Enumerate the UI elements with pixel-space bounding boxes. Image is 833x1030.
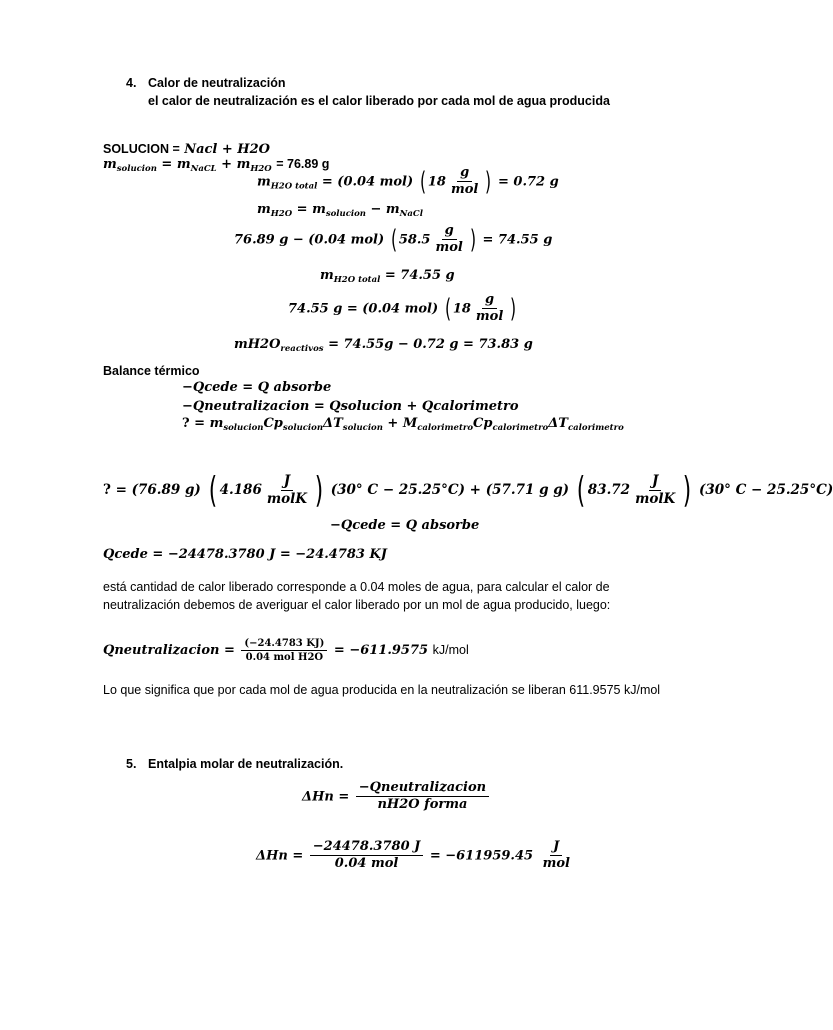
mass-check-equation: 74.55 g = (0.04 mol) ( 18 $\frac{g}{\text{mol}}$ ) [288, 292, 517, 325]
section-4-definition: el calor de neutralización es el calor liberado por cada mol de agua producida [148, 94, 610, 108]
msolucion-value: = 76.89 g [276, 157, 330, 171]
balance-eq-3: ? = $m_{solucion}Cp_{solucion}\Delta T_{solucion} + M_{calorimetro}Cp_{calorimetro}\Delta T_{calorimetro}$ [182, 416, 624, 433]
balance-eq-1: −Qcede = Q absorbe [182, 380, 332, 395]
qneutralizacion-equation: Qneutralizacion = $\frac{(-24.4783 KJ)}{\text{0.04 mol H2O}}$ = −611.9575 kJ/mol [103, 638, 469, 663]
balance-eq-2: −Qneutralizacion = Qsolucion + Qcalorimetro [182, 399, 519, 414]
msolucion-equation: $m_{solucion} = m_{NaCL} + m_{H2O} = 76.89$ g [103, 157, 330, 174]
section-4-title: Calor de neutralización [148, 76, 286, 90]
qneutralizacion-unit: kJ/mol [432, 643, 469, 657]
mh2o-difference: $m_{H2O} = m_{solucion} - m_{NaCl}$ [257, 202, 423, 219]
solucion-line [103, 140, 270, 158]
section-5-number: 5. [126, 757, 137, 771]
heat-calculation: ? = (76.89 g) ( 4.186 $\frac{J}{\text{molK}}$ ) (30° C − 25.25°C) + (57.71 g g) ( 83.72 $\frac{J}{\text{molK}}$ ) (30° C − 25.25°C) [103, 470, 833, 511]
mass-h2o-calc: 76.89 g − (0.04 mol) ( 58.5 $\frac{g}{\text{mol}}$ ) = 74.55 g [234, 223, 553, 256]
solucion-formula: Nacl + H2O [184, 142, 270, 157]
explanation-paragraph: está cantidad de calor liberado corresponde a 0.04 moles de agua, para calcular el calor de neutralización debemos de averiguar el calor liberado por un mol de agua producido, luego: [103, 580, 611, 612]
qcede-result: Qcede = −24478.3780 J = −24.4783 KJ [103, 547, 387, 562]
mh2o-total-value: $m_{H2O total} = 74.55$ g [320, 268, 455, 285]
mh2o-reactivos: $mH2O_{reactivos} = 74.55g - 0.72$ g = 73.83 g [234, 337, 533, 354]
conclusion-paragraph: Lo que significa que por cada mol de agua producida en la neutralización se liberan 611.9575 kJ/mol [103, 683, 661, 697]
balance-label: Balance térmico [103, 364, 200, 378]
balance-eq-repeat: −Qcede = Q absorbe [330, 518, 480, 533]
enthalpy-definition: ΔHn = $\frac{\text{−Qneutralizacion}}{\text{nH2O forma}}$ [302, 781, 491, 813]
section-4-number: 4. [126, 76, 137, 90]
enthalpy-calculation: ΔHn = $\frac{-24478.3780 J}{\text{0.04 mol}}$ = −611959.45 $\frac{J}{\text{mol}}$ [256, 839, 570, 872]
mh2o-total-equation: $m_{H2O total} = (0.04$ mol) ( 18 $\frac{g}{\text{mol}}$ ) = 0.72 g [257, 165, 559, 198]
solucion-label: SOLUCION = [103, 142, 180, 156]
section-5-title: Entalpia molar de neutralización. [148, 757, 344, 771]
